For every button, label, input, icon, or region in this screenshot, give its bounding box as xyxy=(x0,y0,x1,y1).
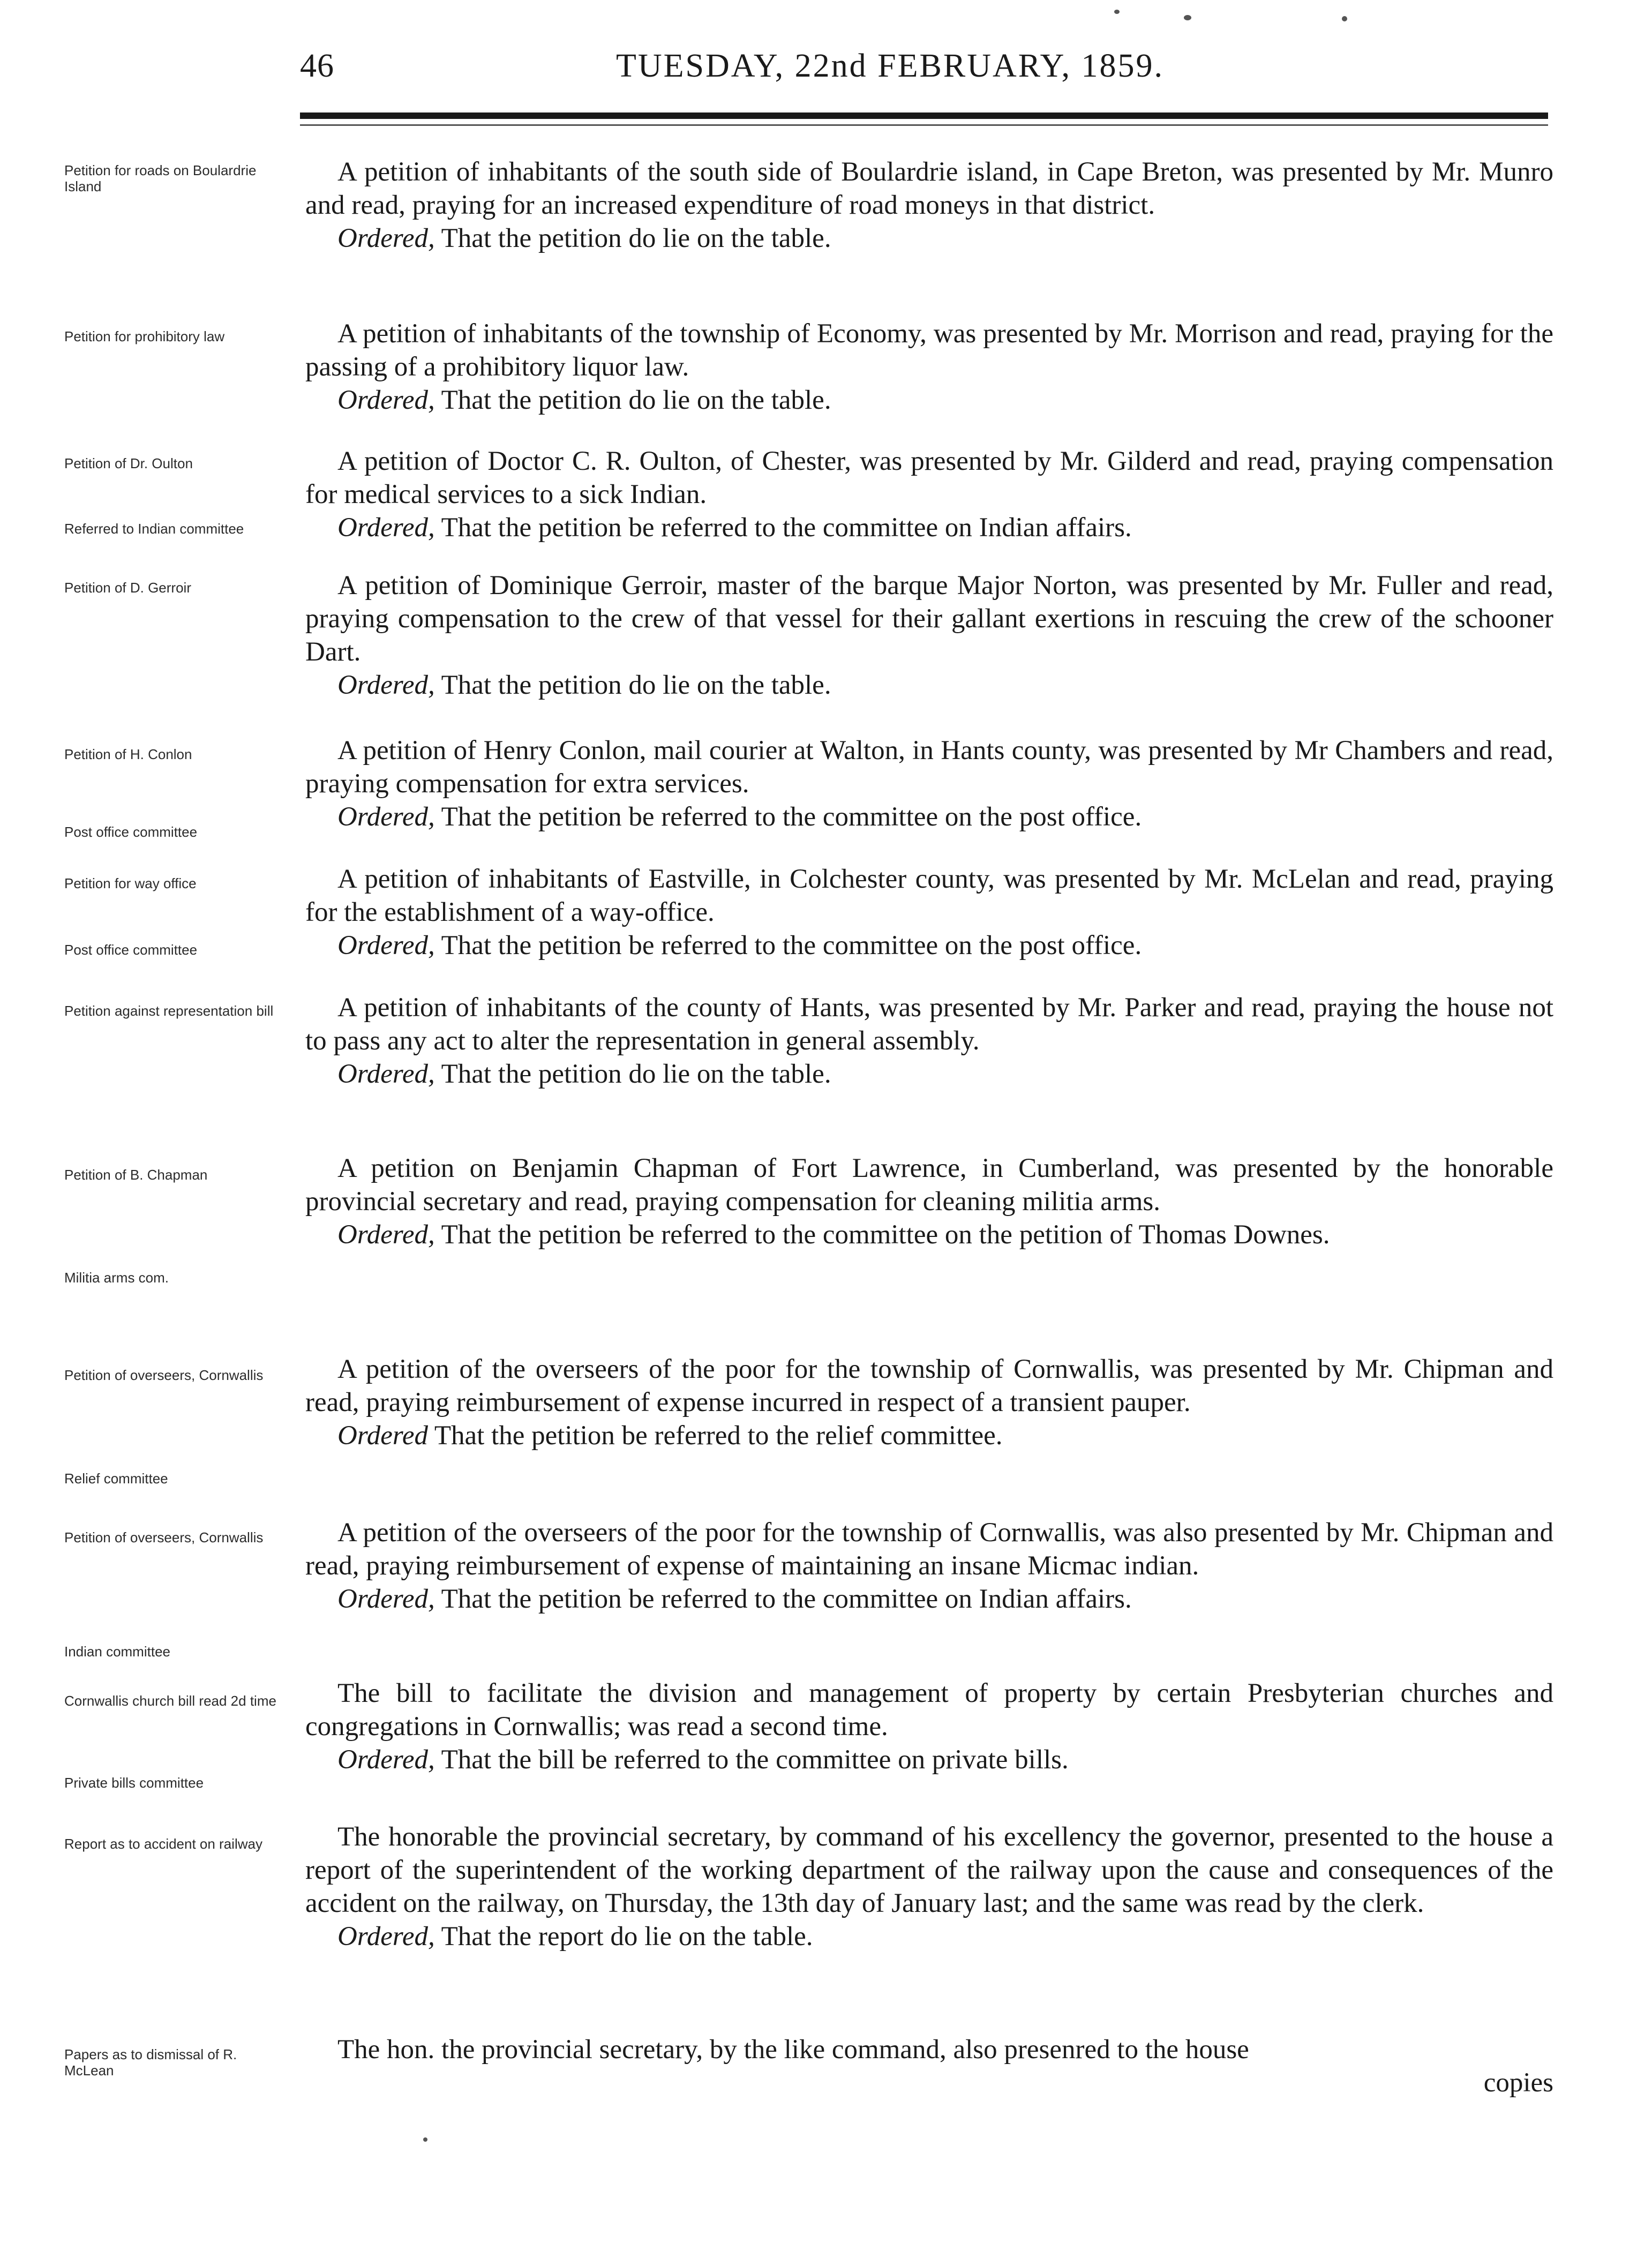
entry-text: The hon. the provincial secretary, by the like command, also presenred to the house xyxy=(337,2035,1249,2065)
ordered-label: Ordered, xyxy=(337,1745,435,1775)
journal-entry xyxy=(305,1820,1553,1953)
ordered-label: Ordered, xyxy=(337,223,435,253)
margin-note: Post office committee xyxy=(64,942,198,958)
ordered-label: Ordered, xyxy=(337,802,435,832)
journal-entry xyxy=(305,862,1553,962)
header-rule xyxy=(300,112,1548,119)
ordered-text: That the petition be referred to the relief committee. xyxy=(428,1421,1003,1451)
entry-text: The bill to facilitate the division and management of property by certain Presbyterian churches and congregations in Cornwallis; was read a second time. xyxy=(305,1678,1553,1742)
ordered-text: That the bill be referred to the committee on private bills. xyxy=(434,1745,1069,1775)
journal-entry xyxy=(305,1353,1553,1452)
ordered-text: That the report do lie on the table. xyxy=(434,1922,813,1952)
ordered-line xyxy=(305,1057,1553,1091)
entry-text: A petition of the overseers of the poor for the township of Cornwallis, was presented by Mr. Chipman and read, praying reimbursement of expense incurred in respect of a transient pauper. xyxy=(305,1354,1553,1417)
ordered-line xyxy=(305,384,1553,417)
ordered-label: Ordered, xyxy=(337,385,435,415)
entry-text: The honorable the provincial secretary, by command of his excellency the governor, presented to the house a report of the superintendent of the working department of the railway upon the cause and consequences of the accident on the railway, on Thursday, the 13th day of January last; and the same was read by the clerk. xyxy=(305,1822,1553,1918)
ordered-line xyxy=(305,669,1553,702)
entry-text: A petition of Doctor C. R. Oulton, of Chester, was presented by Mr. Gilderd and read, praying compensation for medical services to a sick Indian. xyxy=(305,446,1553,509)
ordered-text: That the petition be referred to the committee on the post office. xyxy=(434,931,1142,961)
ordered-text: That the petition be referred to the committee on Indian affairs. xyxy=(434,513,1132,543)
ordered-label: Ordered, xyxy=(337,931,435,961)
ordered-line xyxy=(305,511,1553,544)
margin-note: Petition of overseers, Cornwallis xyxy=(64,1367,264,1383)
margin-note: Petition of H. Conlon xyxy=(64,746,192,762)
margin-note: Petition of B. Chapman xyxy=(64,1167,208,1183)
ordered-text: That the petition be referred to the committee on Indian affairs. xyxy=(434,1584,1132,1614)
ordered-label: Ordered, xyxy=(337,670,435,700)
page-date-heading: TUESDAY, 22nd FEBRUARY, 1859. xyxy=(616,48,1164,84)
ordered-text: That the petition do lie on the table. xyxy=(434,385,831,415)
ordered-text: That the petition be referred to the committee on the petition of Thomas Downes. xyxy=(434,1220,1330,1250)
ordered-text: That the petition be referred to the committee on the post office. xyxy=(434,802,1142,832)
ordered-line xyxy=(305,1582,1553,1616)
margin-note: Referred to Indian committee xyxy=(64,521,244,537)
entry-text: A petition of Henry Conlon, mail courier at Walton, in Hants county, was presented by Mr Chambers and read, praying compensation for extra services. xyxy=(305,736,1553,799)
margin-note: Petition of Dr. Oulton xyxy=(64,455,193,471)
entry-text: A petition of inhabitants of the township of Economy, was presented by Mr. Morrison and read, praying for the passing of a prohibitory liquor law. xyxy=(305,319,1553,382)
scan-speck xyxy=(423,2137,427,2142)
journal-entry xyxy=(305,1152,1553,1251)
ordered-label: Ordered, xyxy=(337,1584,435,1614)
ordered-label: Ordered xyxy=(337,1421,429,1451)
margin-note: Militia arms com. xyxy=(64,1270,169,1286)
ordered-line xyxy=(305,1743,1553,1776)
scan-speck xyxy=(1114,10,1120,14)
ordered-label: Ordered, xyxy=(337,1059,435,1089)
margin-note: Papers as to dismissal of R. McLean xyxy=(64,2046,237,2079)
entry-text: A petition of inhabitants of the south side of Boulardrie island, in Cape Breton, was presented by Mr. Munro and read, praying for an increased expenditure of road moneys in that district. xyxy=(305,157,1553,220)
margin-note: Indian committee xyxy=(64,1644,170,1660)
header-rule-thin xyxy=(300,124,1548,126)
journal-entry xyxy=(305,1677,1553,1776)
scan-speck xyxy=(1342,16,1347,21)
ordered-text: That the petition do lie on the table. xyxy=(434,223,831,253)
ordered-line xyxy=(305,1419,1553,1452)
margin-note: Post office committee xyxy=(64,824,198,840)
margin-note: Relief committee xyxy=(64,1470,168,1487)
margin-note: Cornwallis church bill read 2d time xyxy=(64,1693,276,1709)
ordered-label: Ordered, xyxy=(337,1220,435,1250)
margin-note: Petition for prohibitory law xyxy=(64,328,225,344)
margin-note: Petition of overseers, Cornwallis xyxy=(64,1529,264,1545)
ordered-label: Ordered, xyxy=(337,513,435,543)
ordered-text: That the petition do lie on the table. xyxy=(434,1059,831,1089)
journal-entry xyxy=(305,445,1553,544)
entry-text: A petition of Dominique Gerroir, master of the barque Major Norton, was presented by Mr. Fuller and read, praying compensation to the crew of that vessel for their gallant exertions in rescuing the crew of the schooner Dart. xyxy=(305,571,1553,667)
journal-entry xyxy=(305,1516,1553,1616)
entry-text: A petition of the overseers of the poor for the township of Cornwallis, was also presented by Mr. Chipman and read, praying reimbursement of expense of maintaining an insane Micmac indian. xyxy=(305,1518,1553,1581)
margin-note: Petition against representation bill xyxy=(64,1003,274,1019)
page-header xyxy=(300,47,1548,95)
margin-note: Petition for roads on Boulardrie Island xyxy=(64,162,257,194)
margin-note: Petition of D. Gerroir xyxy=(64,580,191,596)
journal-entry xyxy=(305,734,1553,834)
entry-text: A petition of inhabitants of Eastville, in Colchester county, was presented by Mr. McLelan and read, praying for the establishment of a way-office. xyxy=(305,864,1553,927)
ordered-line xyxy=(305,1218,1553,1251)
ordered-line xyxy=(305,222,1553,255)
journal-entry xyxy=(305,155,1553,255)
journal-entry xyxy=(305,991,1553,1091)
margin-note: Report as to accident on railway xyxy=(64,1836,262,1852)
ordered-line xyxy=(305,929,1553,962)
margin-note: Petition for way office xyxy=(64,875,197,891)
entry-text: A petition on Benjamin Chapman of Fort Lawrence, in Cumberland, was presented by the honorable provincial secretary and read, praying compensation for cleaning militia arms. xyxy=(305,1153,1553,1217)
entry-text: A petition of inhabitants of the county of Hants, was presented by Mr. Parker and read, praying the house not to pass any act to alter the representation in general assembly. xyxy=(305,993,1553,1056)
ordered-line xyxy=(305,800,1553,834)
catchword: copies xyxy=(1483,2068,1553,2098)
ordered-text: That the petition do lie on the table. xyxy=(434,670,831,700)
page-number: 46 xyxy=(300,48,334,84)
journal-entry xyxy=(305,2033,1553,2099)
ordered-label: Ordered, xyxy=(337,1922,435,1952)
journal-entry xyxy=(305,317,1553,417)
scan-speck xyxy=(1184,15,1191,20)
margin-note: Private bills committee xyxy=(64,1775,204,1791)
journal-entry xyxy=(305,569,1553,702)
ordered-line xyxy=(305,1920,1553,1953)
